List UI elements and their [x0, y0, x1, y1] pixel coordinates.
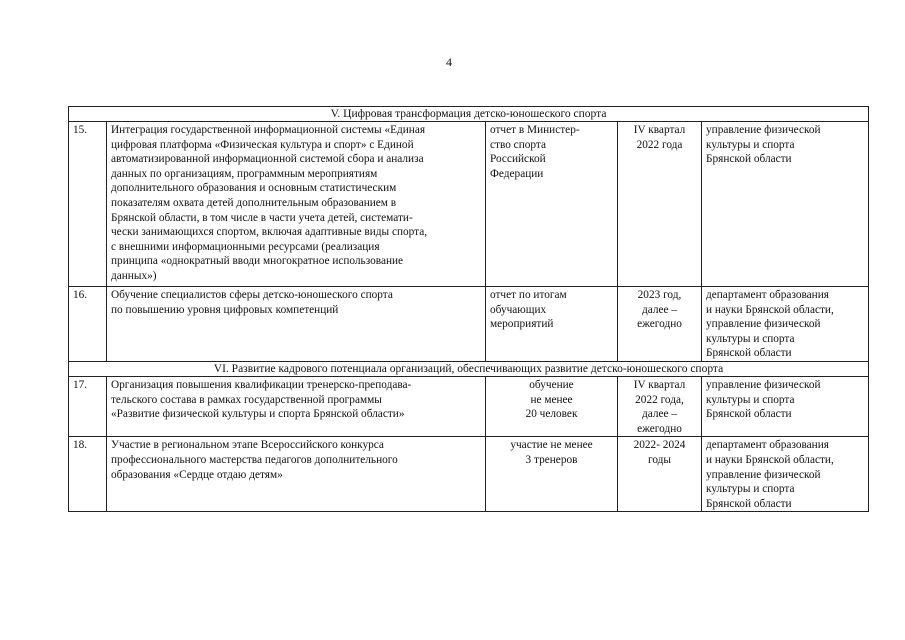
responsible-cell: департамент образования и науки Брянской области, управление физической культуры и спорта Брянской области	[702, 287, 869, 362]
result-cell: обучение не менее 20 человек	[486, 376, 618, 436]
row-number: 17.	[69, 376, 107, 436]
event-cell: Организация повышения квалификации тренерско-преподава- тельского состава в рамках государственной программы «Развитие физической культуры и спорта Брянской области»	[107, 376, 486, 436]
event-cell: Интеграция государственной информационной системы «Единая цифровая платформа «Физическая культура и спорт» с Единой автоматизированной информационной системой сбора и анализа данных по организациям, программным мероприятиям дополнительного образования и основным статистическим показателям охвата детей дополнительным образованием в Брянской области, в том числе в части учета детей, системати- чески занимающихся спортом, включая адаптивные виды спорта, с внешними информационными ресурсами (реализация принципа «однократный вводи многократное использование данных»)	[107, 122, 486, 287]
page-number: 4	[446, 55, 452, 69]
plan-table	[68, 106, 869, 512]
section-header	[69, 107, 869, 122]
term-cell: IV квартал 2022 года, далее – ежегодно	[618, 376, 702, 436]
section-header	[69, 361, 869, 376]
responsible-cell: департамент образования и науки Брянской области, управление физической культуры и спорта Брянской области	[702, 437, 869, 512]
result-cell: отчет в Министер- ство спорта Российской Федерации	[486, 122, 618, 287]
section-title-5: V. Цифровая трансформация детско-юношеского спорта	[69, 107, 869, 122]
result-cell: отчет по итогам обучающих мероприятий	[486, 287, 618, 362]
section-title-6: VI. Развитие кадрового потенциала организаций, обеспечивающих развитие детско-юношеского спорта	[69, 361, 869, 376]
term-cell: IV квартал 2022 года	[618, 122, 702, 287]
term-cell: 2022- 2024 годы	[618, 437, 702, 512]
row-number: 16.	[69, 287, 107, 362]
row-number: 18.	[69, 437, 107, 512]
table-row	[69, 122, 869, 287]
event-cell: Обучение специалистов сферы детско-юношеского спорта по повышению уровня цифровых компетенций	[107, 287, 486, 362]
table-row	[69, 376, 869, 436]
event-cell: Участие в региональном этапе Всероссийского конкурса профессионального мастерства педагогов дополнительного образования «Сердце отдаю детям»	[107, 437, 486, 512]
row-number: 15.	[69, 122, 107, 287]
term-cell: 2023 год, далее – ежегодно	[618, 287, 702, 362]
result-cell: участие не менее 3 тренеров	[486, 437, 618, 512]
responsible-cell: управление физической культуры и спорта Брянской области	[702, 376, 869, 436]
table-row	[69, 437, 869, 512]
responsible-cell: управление физической культуры и спорта Брянской области	[702, 122, 869, 287]
table-row	[69, 287, 869, 362]
